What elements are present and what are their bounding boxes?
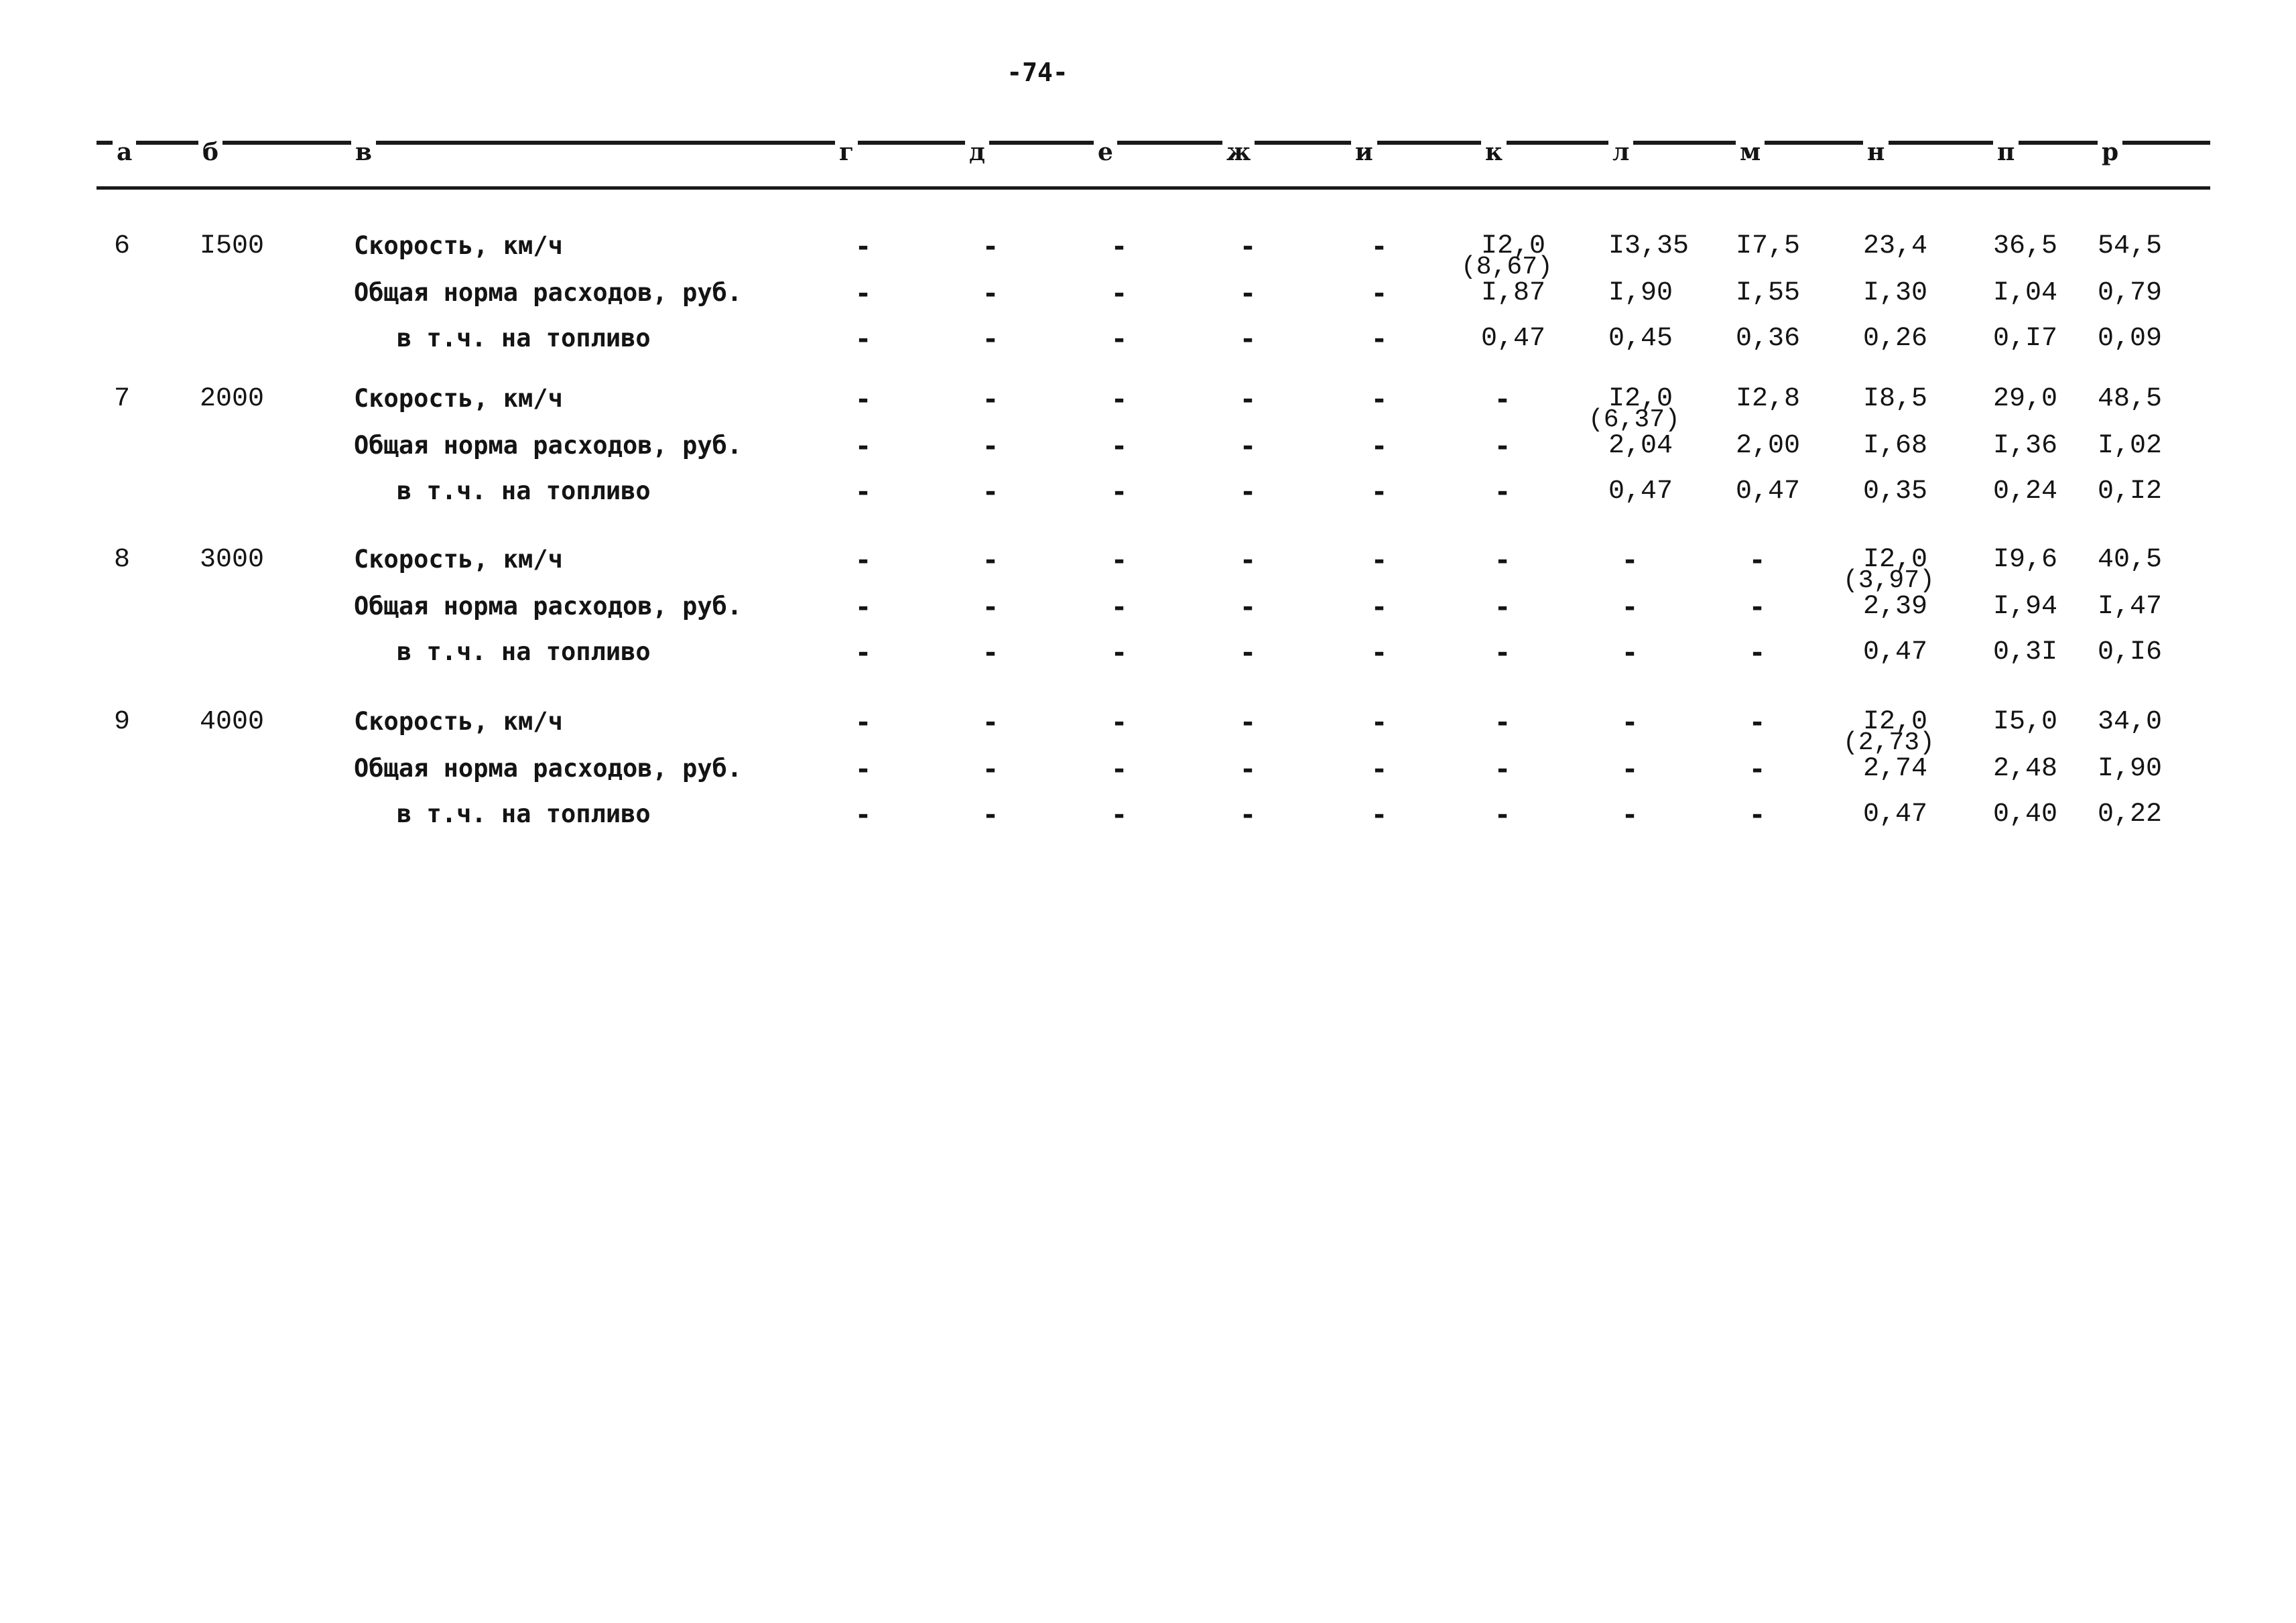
empty-cell-dash: -	[1749, 707, 1766, 738]
row-label: в т.ч. на топливо	[397, 799, 651, 828]
distance-value: 4000	[200, 707, 265, 737]
column-header-5: д	[965, 138, 989, 166]
empty-cell-dash: -	[982, 431, 999, 462]
empty-cell-dash: -	[1240, 476, 1257, 507]
empty-cell-dash: -	[1240, 231, 1257, 262]
table-cell-value: 2,74	[1863, 754, 1928, 784]
empty-cell-dash: -	[1749, 592, 1766, 623]
empty-cell-dash: -	[1371, 324, 1388, 354]
empty-cell-dash: -	[1749, 754, 1766, 785]
table-cell-value: 2,39	[1863, 592, 1928, 622]
distance-value: I500	[200, 231, 265, 261]
row-number: 7	[114, 384, 131, 414]
empty-cell-dash: -	[1494, 545, 1511, 576]
header-bottom-rule	[97, 186, 2210, 190]
table-cell-value: I,04	[1993, 278, 2058, 308]
empty-cell-dash: -	[855, 799, 872, 830]
table-cell-value: 0,22	[2098, 799, 2163, 830]
empty-cell-dash: -	[1111, 231, 1128, 262]
table-cell-value: 0,79	[2098, 278, 2163, 308]
empty-cell-dash: -	[1622, 707, 1639, 738]
empty-cell-dash: -	[1371, 231, 1388, 262]
empty-cell-dash: -	[1494, 476, 1511, 507]
secondary-value: (8,67)	[1461, 253, 1553, 281]
empty-cell-dash: -	[1240, 324, 1257, 354]
empty-cell-dash: -	[855, 637, 872, 668]
table-cell-value: 0,09	[2098, 324, 2163, 354]
table-cell-value: 2,04	[1608, 431, 1673, 461]
table-cell-value: 48,5	[2098, 384, 2163, 414]
empty-cell-dash: -	[1111, 592, 1128, 623]
empty-cell-dash: -	[1749, 545, 1766, 576]
table-cell-value: I,87	[1481, 278, 1546, 308]
row-label: Общая норма расходов, руб.	[354, 278, 743, 307]
empty-cell-dash: -	[1111, 799, 1128, 830]
empty-cell-dash: -	[982, 545, 999, 576]
row-label: Общая норма расходов, руб.	[354, 431, 743, 460]
table-cell-value: 0,I6	[2098, 637, 2163, 667]
column-header-6: е	[1094, 138, 1117, 166]
table-cell-value: 0,40	[1993, 799, 2058, 830]
column-header-9: к	[1481, 138, 1507, 166]
empty-cell-dash: -	[1749, 799, 1766, 830]
table-cell-value: 0,24	[1993, 476, 2058, 507]
empty-cell-dash: -	[1494, 384, 1511, 415]
table-cell-value: I2,0	[1608, 384, 1673, 414]
empty-cell-dash: -	[1371, 592, 1388, 623]
row-label: Скорость, км/ч	[354, 545, 563, 574]
empty-cell-dash: -	[1494, 592, 1511, 623]
empty-cell-dash: -	[855, 231, 872, 262]
table-cell-value: I2,8	[1736, 384, 1801, 414]
table-cell-value: 0,47	[1481, 324, 1546, 354]
secondary-value: (2,73)	[1843, 728, 1935, 757]
empty-cell-dash: -	[982, 278, 999, 309]
table-cell-value: 0,36	[1736, 324, 1801, 354]
secondary-value: (3,97)	[1843, 566, 1935, 595]
table-top-rule	[97, 141, 2210, 145]
column-header-4: г	[835, 138, 858, 166]
empty-cell-dash: -	[1371, 384, 1388, 415]
empty-cell-dash: -	[1371, 278, 1388, 309]
empty-cell-dash: -	[982, 637, 999, 668]
empty-cell-dash: -	[855, 545, 872, 576]
empty-cell-dash: -	[982, 754, 999, 785]
table-cell-value: I3,35	[1608, 231, 1689, 261]
table-cell-value: 2,00	[1736, 431, 1801, 461]
empty-cell-dash: -	[982, 707, 999, 738]
table-cell-value: I,90	[2098, 754, 2163, 784]
empty-cell-dash: -	[1240, 545, 1257, 576]
table-cell-value: 36,5	[1993, 231, 2058, 261]
empty-cell-dash: -	[1494, 707, 1511, 738]
empty-cell-dash: -	[982, 799, 999, 830]
table-cell-value: I9,6	[1993, 545, 2058, 575]
distance-value: 2000	[200, 384, 265, 414]
row-label: в т.ч. на топливо	[397, 324, 651, 352]
column-header-1: а	[113, 138, 136, 166]
table-cell-value: 0,26	[1863, 324, 1928, 354]
table-cell-value: 34,0	[2098, 707, 2163, 737]
empty-cell-dash: -	[1240, 431, 1257, 462]
empty-cell-dash: -	[1622, 799, 1639, 830]
row-number: 8	[114, 545, 131, 575]
empty-cell-dash: -	[1494, 754, 1511, 785]
empty-cell-dash: -	[1111, 384, 1128, 415]
empty-cell-dash: -	[1622, 637, 1639, 668]
table-cell-value: I,90	[1608, 278, 1673, 308]
empty-cell-dash: -	[1111, 324, 1128, 354]
empty-cell-dash: -	[1749, 637, 1766, 668]
table-cell-value: 23,4	[1863, 231, 1928, 261]
empty-cell-dash: -	[982, 476, 999, 507]
secondary-value: (6,37)	[1588, 405, 1680, 434]
table-cell-value: I7,5	[1736, 231, 1801, 261]
column-header-10: л	[1608, 138, 1633, 166]
table-cell-value: 54,5	[2098, 231, 2163, 261]
table-cell-value: 40,5	[2098, 545, 2163, 575]
empty-cell-dash: -	[1111, 278, 1128, 309]
row-label: Скорость, км/ч	[354, 384, 563, 413]
empty-cell-dash: -	[1371, 476, 1388, 507]
table-cell-value: I2,0	[1863, 545, 1928, 575]
empty-cell-dash: -	[1622, 545, 1639, 576]
column-header-14: р	[2098, 138, 2122, 166]
table-cell-value: I,94	[1993, 592, 2058, 622]
table-cell-value: 0,47	[1863, 637, 1928, 667]
empty-cell-dash: -	[1111, 476, 1128, 507]
empty-cell-dash: -	[1240, 754, 1257, 785]
table-cell-value: 0,47	[1608, 476, 1673, 507]
empty-cell-dash: -	[982, 592, 999, 623]
row-label: Скорость, км/ч	[354, 707, 563, 736]
row-number: 9	[114, 707, 131, 737]
table-cell-value: I5,0	[1993, 707, 2058, 737]
row-number: 6	[114, 231, 131, 261]
empty-cell-dash: -	[855, 384, 872, 415]
table-cell-value: I,47	[2098, 592, 2163, 622]
table-cell-value: I2,0	[1863, 707, 1928, 737]
distance-value: 3000	[200, 545, 265, 575]
empty-cell-dash: -	[855, 324, 872, 354]
empty-cell-dash: -	[855, 592, 872, 623]
table-cell-value: 0,3I	[1993, 637, 2058, 667]
empty-cell-dash: -	[1111, 545, 1128, 576]
table-cell-value: 2,48	[1993, 754, 2058, 784]
empty-cell-dash: -	[1371, 707, 1388, 738]
empty-cell-dash: -	[855, 278, 872, 309]
empty-cell-dash: -	[1240, 592, 1257, 623]
empty-cell-dash: -	[1111, 754, 1128, 785]
table-cell-value: I,02	[2098, 431, 2163, 461]
row-label: в т.ч. на топливо	[397, 476, 651, 505]
table-cell-value: 0,35	[1863, 476, 1928, 507]
empty-cell-dash: -	[1111, 707, 1128, 738]
table-cell-value: 29,0	[1993, 384, 2058, 414]
empty-cell-dash: -	[1371, 545, 1388, 576]
column-header-12: н	[1863, 138, 1889, 166]
table-cell-value: I,68	[1863, 431, 1928, 461]
empty-cell-dash: -	[1622, 592, 1639, 623]
column-header-2: б	[198, 138, 222, 166]
table-cell-value: 0,I7	[1993, 324, 2058, 354]
empty-cell-dash: -	[1622, 754, 1639, 785]
empty-cell-dash: -	[855, 431, 872, 462]
column-header-8: и	[1351, 138, 1377, 166]
empty-cell-dash: -	[1111, 637, 1128, 668]
empty-cell-dash: -	[1240, 278, 1257, 309]
column-header-7: ж	[1222, 138, 1255, 166]
empty-cell-dash: -	[982, 324, 999, 354]
empty-cell-dash: -	[1494, 637, 1511, 668]
table-cell-value: I,30	[1863, 278, 1928, 308]
column-header-3: в	[351, 138, 376, 166]
empty-cell-dash: -	[1240, 637, 1257, 668]
empty-cell-dash: -	[855, 754, 872, 785]
empty-cell-dash: -	[1111, 431, 1128, 462]
empty-cell-dash: -	[1371, 754, 1388, 785]
table-cell-value: I,36	[1993, 431, 2058, 461]
table-cell-value: 0,I2	[2098, 476, 2163, 507]
empty-cell-dash: -	[1240, 707, 1257, 738]
empty-cell-dash: -	[1494, 431, 1511, 462]
row-label: Скорость, км/ч	[354, 231, 563, 260]
empty-cell-dash: -	[1371, 431, 1388, 462]
empty-cell-dash: -	[982, 231, 999, 262]
table-cell-value: 0,45	[1608, 324, 1673, 354]
empty-cell-dash: -	[855, 476, 872, 507]
table-cell-value: I,55	[1736, 278, 1801, 308]
column-header-11: м	[1736, 138, 1765, 166]
page-number: -74-	[1007, 58, 1068, 87]
row-label: в т.ч. на топливо	[397, 637, 651, 666]
empty-cell-dash: -	[1494, 799, 1511, 830]
empty-cell-dash: -	[982, 384, 999, 415]
table-cell-value: 0,47	[1736, 476, 1801, 507]
empty-cell-dash: -	[855, 707, 872, 738]
column-header-13: п	[1993, 138, 2019, 166]
table-cell-value: I8,5	[1863, 384, 1928, 414]
empty-cell-dash: -	[1371, 637, 1388, 668]
table-cell-value: I2,0	[1481, 231, 1546, 261]
empty-cell-dash: -	[1371, 799, 1388, 830]
empty-cell-dash: -	[1240, 799, 1257, 830]
table-cell-value: 0,47	[1863, 799, 1928, 830]
row-label: Общая норма расходов, руб.	[354, 754, 743, 783]
empty-cell-dash: -	[1240, 384, 1257, 415]
row-label: Общая норма расходов, руб.	[354, 592, 743, 621]
